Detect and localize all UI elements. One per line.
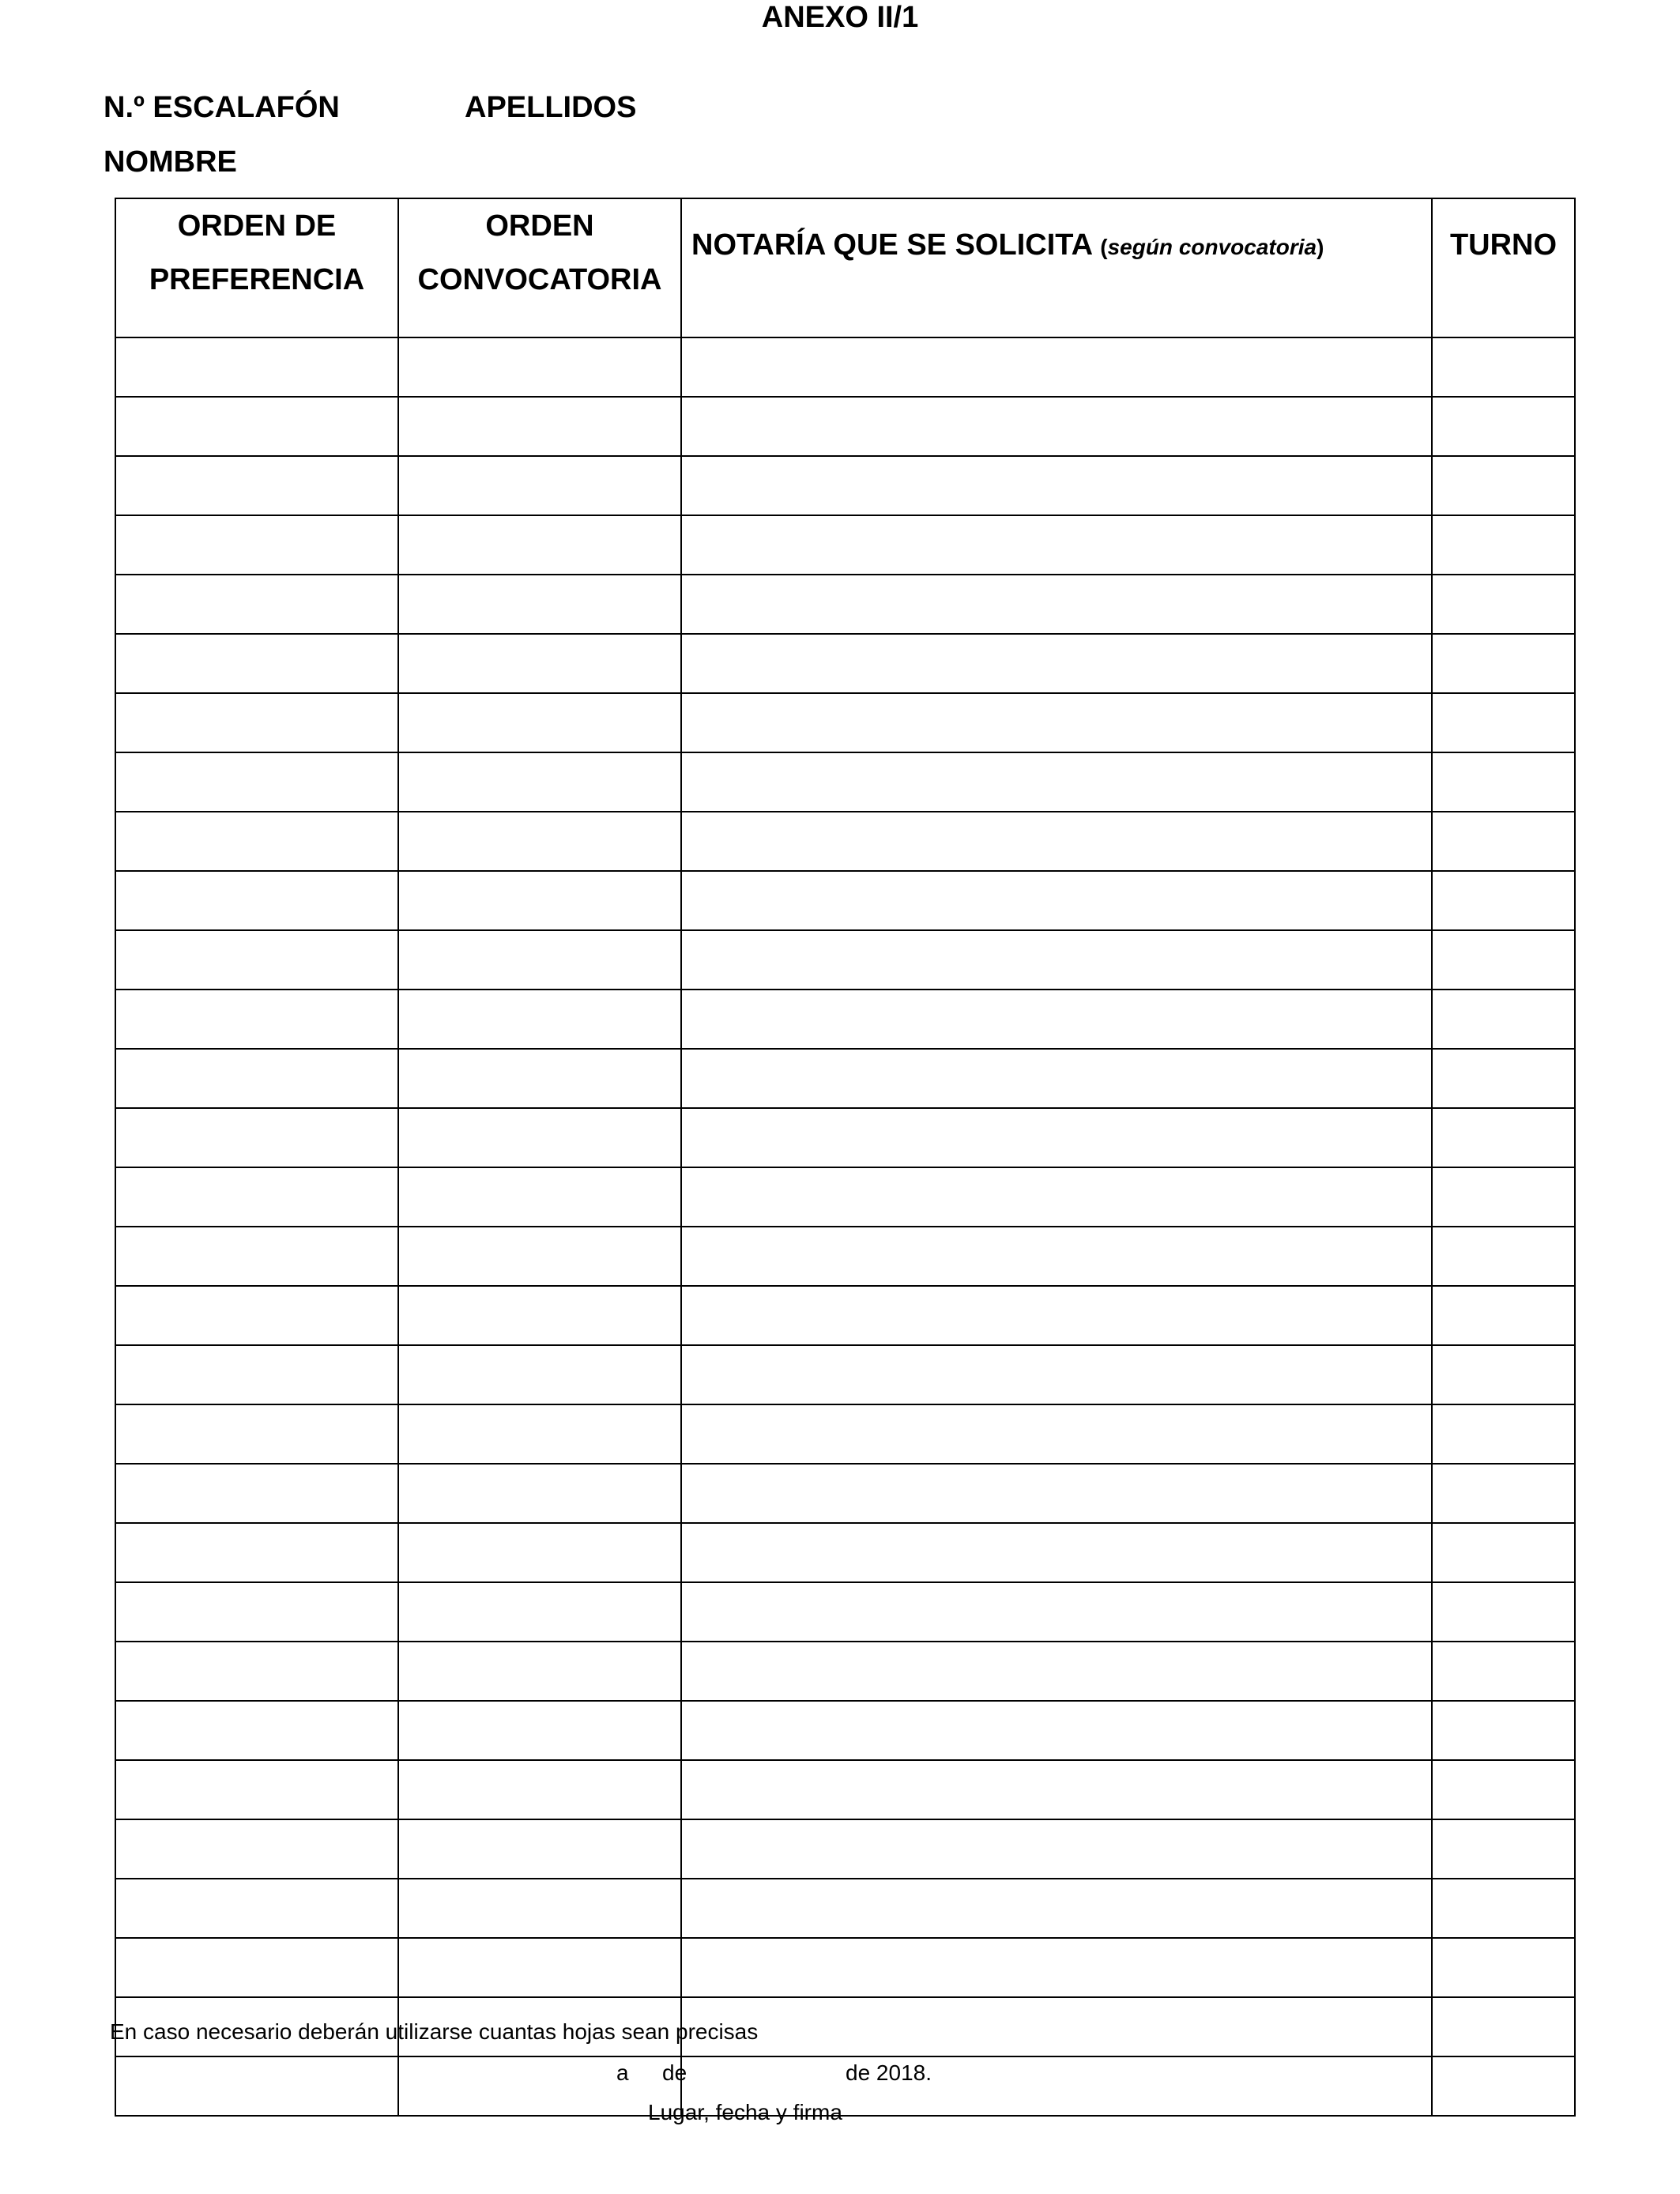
cell-orden-convocatoria[interactable] [398,1464,681,1523]
notaria-request-table [115,198,1576,2117]
table-row [115,1701,1575,1760]
table-row [115,812,1575,871]
cell-notaria[interactable] [681,1582,1432,1642]
cell-orden-preferencia[interactable] [115,1345,398,1404]
document-title: ANEXO II/1 [761,1,919,34]
cell-orden-preferencia[interactable] [115,1404,398,1464]
cell-turno[interactable] [1432,812,1575,871]
column-header-notaria [681,198,1432,337]
cell-notaria[interactable] [681,693,1432,752]
cell-orden-convocatoria[interactable] [398,1582,681,1642]
cell-orden-convocatoria[interactable] [398,871,681,930]
cell-orden-preferencia[interactable] [115,1464,398,1523]
cell-orden-preferencia[interactable] [115,1049,398,1108]
paren-open: ( [1100,235,1108,259]
cell-orden-preferencia[interactable] [115,1167,398,1227]
table-row [115,752,1575,812]
cell-notaria[interactable] [681,575,1432,634]
table-row [115,1404,1575,1464]
column-header-line: PREFERENCIA [149,263,365,296]
cell-orden-convocatoria[interactable] [398,2056,681,2116]
table-row [115,634,1575,693]
cell-orden-convocatoria[interactable] [398,1108,681,1167]
date-de: de [662,2060,687,2085]
cell-orden-convocatoria[interactable] [398,397,681,456]
cell-orden-convocatoria[interactable] [398,456,681,515]
cell-orden-convocatoria[interactable] [398,990,681,1049]
column-header-line: ORDEN [485,209,594,243]
column-header-notaria-sub: según convocatoria [1107,235,1317,259]
cell-turno[interactable] [1432,1642,1575,1701]
cell-notaria[interactable] [681,456,1432,515]
cell-orden-preferencia[interactable] [115,515,398,575]
table-row [115,1938,1575,1997]
cell-orden-preferencia[interactable] [115,1582,398,1642]
cell-orden-preferencia[interactable] [115,1108,398,1167]
table-row [115,575,1575,634]
cell-turno[interactable] [1432,1938,1575,1997]
cell-orden-preferencia[interactable] [115,752,398,812]
nombre-label: NOMBRE [104,145,237,179]
cell-notaria[interactable] [681,1760,1432,1819]
cell-orden-preferencia[interactable] [115,1523,398,1582]
cell-orden-convocatoria[interactable] [398,1345,681,1404]
table-row [115,1167,1575,1227]
cell-notaria[interactable] [681,1108,1432,1167]
cell-turno[interactable] [1432,515,1575,575]
cell-turno[interactable] [1432,990,1575,1049]
cell-orden-preferencia[interactable] [115,1879,398,1938]
table-row [115,1760,1575,1819]
cell-turno[interactable] [1432,1879,1575,1938]
table-row [115,1227,1575,1286]
cell-orden-preferencia[interactable] [115,693,398,752]
table-row [115,1582,1575,1642]
cell-orden-convocatoria[interactable] [398,1642,681,1701]
cell-notaria[interactable] [681,397,1432,456]
cell-notaria[interactable] [681,634,1432,693]
cell-notaria[interactable] [681,1642,1432,1701]
column-header-turno: TURNO [1432,198,1575,337]
cell-orden-convocatoria[interactable] [398,337,681,397]
table-row [115,1879,1575,1938]
cell-orden-convocatoria[interactable] [398,515,681,575]
cell-orden-convocatoria[interactable] [398,1404,681,1464]
table-row [115,397,1575,456]
cell-orden-preferencia[interactable] [115,575,398,634]
cell-orden-preferencia[interactable] [115,1227,398,1286]
cell-orden-preferencia[interactable] [115,1642,398,1701]
cell-orden-preferencia[interactable] [115,397,398,456]
cell-orden-preferencia[interactable] [115,337,398,397]
cell-notaria[interactable] [681,1404,1432,1464]
cell-orden-preferencia[interactable] [115,1286,398,1345]
cell-orden-preferencia[interactable] [115,990,398,1049]
cell-orden-preferencia[interactable] [115,871,398,930]
cell-turno[interactable] [1432,634,1575,693]
cell-turno[interactable] [1432,456,1575,515]
table-row [115,990,1575,1049]
cell-notaria[interactable] [681,1286,1432,1345]
cell-orden-convocatoria[interactable] [398,1701,681,1760]
footer-note: En caso necesario deberán utilizarse cuantas hojas sean precisas [110,2019,759,2044]
cell-turno[interactable] [1432,1345,1575,1404]
cell-notaria[interactable] [681,752,1432,812]
cell-turno[interactable] [1432,1997,1575,2056]
table-row [115,1286,1575,1345]
cell-notaria[interactable] [681,1167,1432,1227]
cell-orden-convocatoria[interactable] [398,1049,681,1108]
table-row [115,871,1575,930]
cell-orden-convocatoria[interactable] [398,1938,681,1997]
date-a: a [616,2060,629,2085]
table-row [115,1819,1575,1879]
cell-notaria[interactable] [681,1227,1432,1286]
escalafon-label: N.º ESCALAFÓN [104,91,340,124]
cell-orden-convocatoria[interactable] [398,575,681,634]
cell-orden-convocatoria[interactable] [398,1760,681,1819]
table-row [115,515,1575,575]
cell-notaria[interactable] [681,1819,1432,1879]
cell-orden-convocatoria[interactable] [398,930,681,990]
cell-turno[interactable] [1432,337,1575,397]
paren-close: ) [1317,235,1324,259]
cell-orden-convocatoria[interactable] [398,1879,681,1938]
date-year: de 2018. [846,2060,932,2085]
cell-turno[interactable] [1432,1227,1575,1286]
table-row [115,1464,1575,1523]
cell-turno[interactable] [1432,1760,1575,1819]
column-header-line: CONVOCATORIA [417,263,662,296]
cell-orden-preferencia[interactable] [115,1938,398,1997]
cell-turno[interactable] [1432,693,1575,752]
cell-notaria[interactable] [681,1345,1432,1404]
cell-notaria[interactable] [681,1701,1432,1760]
cell-orden-preferencia[interactable] [115,634,398,693]
cell-notaria[interactable] [681,812,1432,871]
cell-orden-convocatoria[interactable] [398,1523,681,1582]
cell-turno[interactable] [1432,1108,1575,1167]
table-row [115,1108,1575,1167]
cell-notaria[interactable] [681,1879,1432,1938]
column-header-orden-preferencia [115,198,398,337]
cell-orden-preferencia[interactable] [115,2056,398,2116]
cell-notaria[interactable] [681,1997,1432,2056]
cell-orden-preferencia[interactable] [115,1760,398,1819]
apellidos-label: APELLIDOS [465,91,637,124]
table-row [115,1345,1575,1404]
cell-turno[interactable] [1432,397,1575,456]
cell-turno[interactable] [1432,1464,1575,1523]
cell-turno[interactable] [1432,1049,1575,1108]
cell-notaria[interactable] [681,1049,1432,1108]
cell-orden-convocatoria[interactable] [398,634,681,693]
cell-notaria[interactable] [681,1464,1432,1523]
table-row [115,1049,1575,1108]
cell-orden-preferencia[interactable] [115,1701,398,1760]
cell-notaria[interactable] [681,990,1432,1049]
cell-notaria[interactable] [681,1523,1432,1582]
cell-orden-convocatoria[interactable] [398,693,681,752]
cell-orden-preferencia[interactable] [115,812,398,871]
table-row [115,337,1575,397]
cell-turno[interactable] [1432,1523,1575,1582]
cell-orden-convocatoria[interactable] [398,1819,681,1879]
cell-notaria[interactable] [681,871,1432,930]
cell-notaria[interactable] [681,1938,1432,1997]
cell-turno[interactable] [1432,1701,1575,1760]
table-row [115,456,1575,515]
cell-orden-convocatoria[interactable] [398,1167,681,1227]
cell-turno[interactable] [1432,930,1575,990]
table-row [115,693,1575,752]
cell-turno[interactable] [1432,1819,1575,1879]
table-row [115,1642,1575,1701]
cell-orden-convocatoria[interactable] [398,812,681,871]
table-header-row [115,198,1575,337]
cell-notaria[interactable] [681,337,1432,397]
column-header-orden-convocatoria [398,198,681,337]
cell-turno[interactable] [1432,1582,1575,1642]
column-header-notaria-label: NOTARÍA QUE SE SOLICITA [691,228,1092,262]
cell-orden-convocatoria[interactable] [398,752,681,812]
cell-notaria[interactable] [681,930,1432,990]
cell-notaria[interactable] [681,515,1432,575]
table-row [115,930,1575,990]
cell-turno[interactable] [1432,752,1575,812]
cell-orden-convocatoria[interactable] [398,1286,681,1345]
table-row [115,1523,1575,1582]
cell-turno[interactable] [1432,1404,1575,1464]
cell-turno[interactable] [1432,2056,1575,2116]
cell-orden-preferencia[interactable] [115,1819,398,1879]
cell-turno[interactable] [1432,575,1575,634]
column-header-line: ORDEN DE [177,209,337,243]
cell-orden-preferencia[interactable] [115,930,398,990]
signature-caption: Lugar, fecha y firma [648,2100,842,2124]
cell-turno[interactable] [1432,1167,1575,1227]
cell-turno[interactable] [1432,871,1575,930]
cell-orden-convocatoria[interactable] [398,1227,681,1286]
cell-orden-preferencia[interactable] [115,456,398,515]
cell-turno[interactable] [1432,1286,1575,1345]
